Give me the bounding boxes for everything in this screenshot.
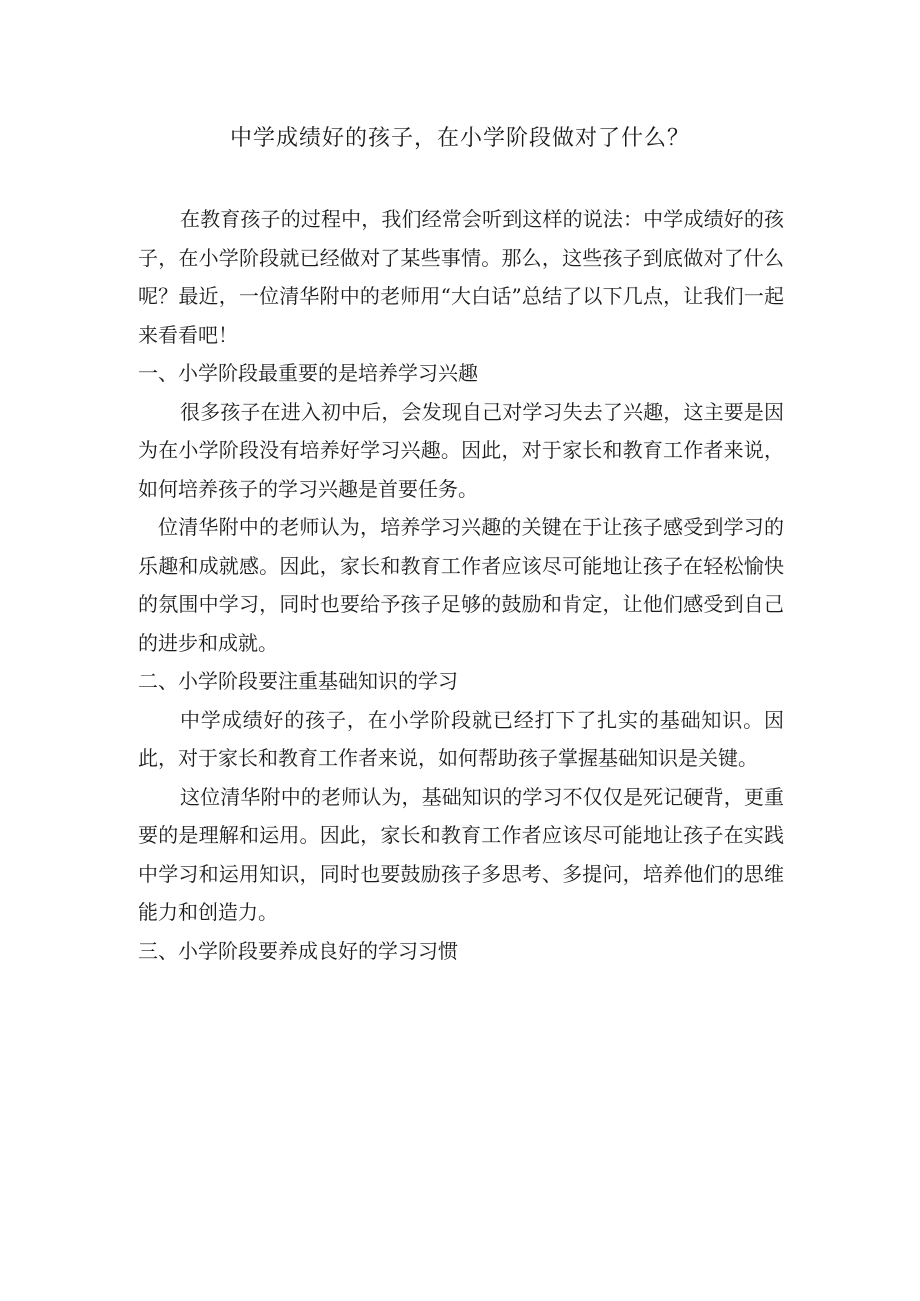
section-1-paragraph-1: 很多孩子在进入初中后，会发现自己对学习失去了兴趣，这主要是因为在小学阶段没有培养好学习兴趣。因此，对于家长和教育工作者来说，如何培养孩子的学习兴趣是首要任务。: [138, 399, 784, 501]
intro-paragraph: 在教育孩子的过程中，我们经常会听到这样的说法：中学成绩好的孩子，在小学阶段就已经做对了某些事情。那么，这些孩子到底做对了什么呢？最近，一位清华附中的老师用“大白话”总结了以下几点，让我们一起来看看吧！: [138, 207, 784, 347]
document-body: [138, 200, 784, 970]
document-title: 中学成绩好的孩子，在小学阶段做对了什么？: [229, 126, 690, 151]
section-3-heading: 三、小学阶段要养成良好的学习习惯: [138, 938, 458, 963]
section-2-paragraph-1: 中学成绩好的孩子，在小学阶段就已经打下了扎实的基础知识。因此，对于家长和教育工作者来说，如何帮助孩子掌握基础知识是关键。: [138, 707, 784, 770]
section-1-paragraph-2: 位清华附中的老师认为，培养学习兴趣的关键在于让孩子感受到学习的乐趣和成就感。因此，家长和教育工作者应该尽可能地让孩子在轻松愉快的氛围中学习，同时也要给予孩子足够的鼓励和肯定，让他们感受到自己的进步和成就。: [138, 515, 784, 655]
section-1-heading: 一、小学阶段最重要的是培养学习兴趣: [138, 361, 478, 385]
section-2-heading: 二、小学阶段要注重基础知识的学习: [138, 669, 458, 693]
section-2-paragraph-2: 这位清华附中的老师认为，基础知识的学习不仅仅是死记硬背，更重要的是理解和运用。因此，家长和教育工作者应该尽可能地让孩子在实践中学习和运用知识，同时也要鼓励孩子多思考、多提问，培养他们的思维能力和创造力。: [138, 784, 784, 924]
